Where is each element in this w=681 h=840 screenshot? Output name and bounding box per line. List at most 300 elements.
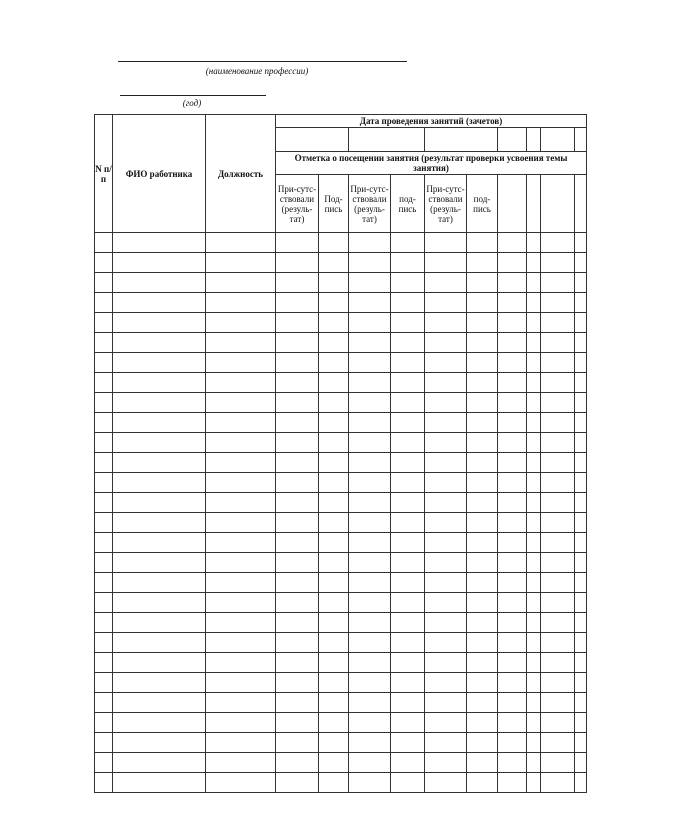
table-row — [95, 573, 587, 593]
table-cell — [319, 693, 349, 713]
table-cell — [541, 553, 575, 573]
table-cell — [276, 273, 319, 293]
table-cell — [95, 713, 113, 733]
table-cell — [95, 513, 113, 533]
col-number-header: N п/п — [95, 115, 113, 233]
table-row — [95, 333, 587, 353]
table-cell — [425, 773, 467, 793]
table-cell — [541, 253, 575, 273]
sub-header-empty — [498, 175, 527, 233]
table-cell — [276, 533, 319, 553]
table-row — [95, 753, 587, 773]
table-cell — [206, 413, 276, 433]
table-cell — [206, 313, 276, 333]
table-cell — [498, 333, 527, 353]
table-cell — [349, 573, 391, 593]
table-cell — [319, 553, 349, 573]
table-cell — [113, 473, 206, 493]
table-cell — [95, 533, 113, 553]
sub-header-attended: При-сутс-ствовали (резуль-тат) — [425, 175, 467, 233]
table-cell — [206, 273, 276, 293]
table-cell — [527, 433, 541, 453]
date-cell — [575, 128, 587, 152]
table-cell — [467, 253, 498, 273]
table-cell — [541, 433, 575, 453]
table-cell — [319, 593, 349, 613]
table-cell — [95, 733, 113, 753]
table-cell — [527, 613, 541, 633]
table-cell — [206, 433, 276, 453]
table-cell — [498, 713, 527, 733]
table-row — [95, 273, 587, 293]
table-row — [95, 433, 587, 453]
table-cell — [276, 433, 319, 453]
table-cell — [575, 433, 587, 453]
table-cell — [467, 573, 498, 593]
table-cell — [319, 333, 349, 353]
table-cell — [276, 313, 319, 333]
table-cell — [319, 573, 349, 593]
sub-header-signature: под-пись — [467, 175, 498, 233]
table-cell — [467, 333, 498, 353]
table-cell — [527, 713, 541, 733]
table-cell — [467, 353, 498, 373]
table-cell — [425, 693, 467, 713]
table-cell — [425, 613, 467, 633]
table-cell — [425, 253, 467, 273]
table-cell — [349, 333, 391, 353]
table-cell — [467, 233, 498, 253]
table-cell — [276, 773, 319, 793]
table-cell — [276, 733, 319, 753]
table-cell — [276, 513, 319, 533]
table-cell — [467, 633, 498, 653]
table-cell — [319, 453, 349, 473]
table-row — [95, 613, 587, 633]
table-cell — [349, 673, 391, 693]
table-cell — [349, 313, 391, 333]
table-cell — [95, 333, 113, 353]
table-cell — [95, 273, 113, 293]
table-cell — [206, 453, 276, 473]
table-cell — [349, 473, 391, 493]
table-cell — [113, 393, 206, 413]
table-cell — [391, 293, 425, 313]
table-cell — [467, 453, 498, 473]
table-cell — [95, 553, 113, 573]
table-cell — [498, 773, 527, 793]
table-cell — [349, 393, 391, 413]
table-cell — [391, 333, 425, 353]
table-cell — [319, 293, 349, 313]
table-cell — [319, 373, 349, 393]
table-cell — [391, 553, 425, 573]
year-underline — [120, 95, 266, 96]
table-cell — [276, 293, 319, 313]
table-cell — [467, 493, 498, 513]
table-cell — [527, 233, 541, 253]
table-cell — [575, 233, 587, 253]
table-cell — [113, 433, 206, 453]
table-cell — [467, 773, 498, 793]
table-cell — [541, 633, 575, 653]
date-header: Дата проведения занятий (зачетов) — [276, 115, 587, 128]
table-cell — [527, 273, 541, 293]
table-cell — [541, 393, 575, 413]
sub-header-empty — [575, 175, 587, 233]
table-cell — [498, 233, 527, 253]
table-cell — [391, 273, 425, 293]
sub-header-empty — [541, 175, 575, 233]
table-cell — [113, 293, 206, 313]
table-cell — [575, 753, 587, 773]
profession-underline — [118, 61, 407, 62]
table-cell — [425, 533, 467, 553]
table-cell — [527, 773, 541, 793]
table-row — [95, 353, 587, 373]
table-cell — [425, 233, 467, 253]
table-cell — [467, 733, 498, 753]
table-cell — [467, 373, 498, 393]
table-cell — [498, 653, 527, 673]
table-cell — [467, 313, 498, 333]
table-cell — [206, 533, 276, 553]
table-cell — [541, 493, 575, 513]
table-cell — [425, 353, 467, 373]
table-cell — [575, 533, 587, 553]
table-cell — [527, 673, 541, 693]
table-cell — [206, 233, 276, 253]
sub-header-empty — [527, 175, 541, 233]
table-cell — [575, 553, 587, 573]
table-cell — [95, 253, 113, 273]
table-cell — [527, 493, 541, 513]
table-cell — [276, 693, 319, 713]
table-cell — [498, 373, 527, 393]
table-cell — [206, 353, 276, 373]
table-cell — [498, 733, 527, 753]
table-cell — [95, 593, 113, 613]
table-cell — [498, 453, 527, 473]
table-cell — [467, 673, 498, 693]
table-cell — [527, 733, 541, 753]
table-cell — [498, 273, 527, 293]
col-name-header: ФИО работника — [113, 115, 206, 233]
table-cell — [319, 613, 349, 633]
table-cell — [349, 753, 391, 773]
table-cell — [349, 413, 391, 433]
table-cell — [575, 453, 587, 473]
table-cell — [467, 613, 498, 633]
table-cell — [319, 433, 349, 453]
table-cell — [575, 353, 587, 373]
table-cell — [319, 313, 349, 333]
table-cell — [541, 533, 575, 553]
table-row — [95, 673, 587, 693]
table-cell — [113, 353, 206, 373]
table-cell — [541, 693, 575, 713]
table-cell — [95, 393, 113, 413]
table-cell — [541, 273, 575, 293]
table-cell — [425, 413, 467, 433]
table-cell — [425, 393, 467, 413]
table-cell — [425, 753, 467, 773]
table-cell — [498, 633, 527, 653]
table-cell — [206, 493, 276, 513]
table-cell — [95, 753, 113, 773]
table-cell — [113, 733, 206, 753]
table-cell — [276, 413, 319, 433]
table-cell — [113, 273, 206, 293]
table-cell — [527, 353, 541, 373]
date-cell — [349, 128, 425, 152]
table-cell — [95, 433, 113, 453]
table-cell — [527, 653, 541, 673]
table-cell — [425, 553, 467, 573]
table-cell — [113, 553, 206, 573]
table-row — [95, 373, 587, 393]
table-cell — [276, 713, 319, 733]
table-cell — [391, 733, 425, 753]
table-cell — [391, 533, 425, 553]
table-row — [95, 513, 587, 533]
table-cell — [113, 413, 206, 433]
table-cell — [498, 413, 527, 433]
table-row — [95, 713, 587, 733]
table-cell — [467, 273, 498, 293]
table-cell — [276, 353, 319, 373]
table-cell — [575, 473, 587, 493]
table-cell — [575, 253, 587, 273]
table-cell — [541, 513, 575, 533]
table-cell — [206, 673, 276, 693]
table-cell — [349, 493, 391, 513]
table-row — [95, 533, 587, 553]
table-cell — [95, 653, 113, 673]
table-cell — [575, 713, 587, 733]
table-row — [95, 733, 587, 753]
table-cell — [425, 473, 467, 493]
table-cell — [349, 553, 391, 573]
table-cell — [498, 573, 527, 593]
table-cell — [425, 433, 467, 453]
table-cell — [319, 773, 349, 793]
table-row — [95, 693, 587, 713]
table-cell — [319, 493, 349, 513]
table-cell — [349, 653, 391, 673]
table-cell — [113, 713, 206, 733]
table-cell — [527, 373, 541, 393]
table-cell — [113, 773, 206, 793]
table-cell — [206, 293, 276, 313]
table-row — [95, 413, 587, 433]
table-cell — [425, 653, 467, 673]
table-cell — [391, 393, 425, 413]
table-cell — [498, 553, 527, 573]
table-cell — [467, 593, 498, 613]
table-cell — [575, 373, 587, 393]
table-row — [95, 293, 587, 313]
table-cell — [95, 613, 113, 633]
table-cell — [425, 513, 467, 533]
table-cell — [527, 333, 541, 353]
table-cell — [113, 673, 206, 693]
table-cell — [575, 613, 587, 633]
table-cell — [349, 633, 391, 653]
table-cell — [527, 753, 541, 773]
table-cell — [319, 713, 349, 733]
table-row — [95, 473, 587, 493]
table-cell — [349, 433, 391, 453]
table-cell — [113, 573, 206, 593]
table-cell — [391, 773, 425, 793]
table-cell — [276, 373, 319, 393]
table-cell — [206, 733, 276, 753]
table-cell — [541, 373, 575, 393]
table-cell — [349, 533, 391, 553]
table-cell — [349, 293, 391, 313]
table-cell — [391, 313, 425, 333]
table-cell — [541, 233, 575, 253]
table-cell — [206, 253, 276, 273]
table-cell — [575, 773, 587, 793]
table-cell — [527, 413, 541, 433]
table-row — [95, 493, 587, 513]
table-cell — [276, 593, 319, 613]
table-cell — [113, 313, 206, 333]
table-cell — [206, 713, 276, 733]
date-cell — [541, 128, 575, 152]
table-cell — [319, 753, 349, 773]
table-cell — [541, 713, 575, 733]
table-cell — [206, 513, 276, 533]
table-cell — [391, 373, 425, 393]
table-cell — [276, 393, 319, 413]
year-caption: (год) — [182, 98, 202, 108]
table-cell — [276, 613, 319, 633]
table-cell — [349, 593, 391, 613]
table-row — [95, 393, 587, 413]
table-cell — [467, 413, 498, 433]
table-cell — [276, 453, 319, 473]
table-cell — [95, 573, 113, 593]
table-cell — [541, 613, 575, 633]
table-cell — [113, 613, 206, 633]
table-cell — [425, 273, 467, 293]
table-cell — [206, 473, 276, 493]
table-cell — [319, 393, 349, 413]
table-row — [95, 253, 587, 273]
table-cell — [391, 513, 425, 533]
table-cell — [391, 473, 425, 493]
table-cell — [113, 533, 206, 553]
table-cell — [541, 293, 575, 313]
table-cell — [498, 473, 527, 493]
table-cell — [113, 233, 206, 253]
table-cell — [391, 753, 425, 773]
table-cell — [467, 693, 498, 713]
table-cell — [206, 393, 276, 413]
table-cell — [391, 593, 425, 613]
table-cell — [498, 253, 527, 273]
table-cell — [575, 593, 587, 613]
table-cell — [113, 593, 206, 613]
table-cell — [391, 653, 425, 673]
table-cell — [467, 653, 498, 673]
table-cell — [425, 633, 467, 653]
table-cell — [113, 253, 206, 273]
table-cell — [349, 773, 391, 793]
table-cell — [575, 633, 587, 653]
table-cell — [276, 473, 319, 493]
table-cell — [113, 653, 206, 673]
table-cell — [391, 453, 425, 473]
table-cell — [349, 373, 391, 393]
table-cell — [527, 513, 541, 533]
table-cell — [575, 333, 587, 353]
table-cell — [541, 313, 575, 333]
table-cell — [425, 333, 467, 353]
table-cell — [349, 693, 391, 713]
table-cell — [206, 773, 276, 793]
table-cell — [498, 693, 527, 713]
table-cell — [527, 593, 541, 613]
table-cell — [319, 653, 349, 673]
table-cell — [206, 653, 276, 673]
table-row — [95, 773, 587, 793]
table-cell — [319, 273, 349, 293]
table-cell — [541, 773, 575, 793]
date-cell — [498, 128, 527, 152]
table-cell — [391, 493, 425, 513]
table-cell — [425, 733, 467, 753]
table-cell — [467, 713, 498, 733]
table-cell — [575, 513, 587, 533]
table-cell — [527, 553, 541, 573]
table-cell — [349, 453, 391, 473]
table-cell — [575, 413, 587, 433]
table-cell — [276, 233, 319, 253]
date-cell — [276, 128, 349, 152]
table-cell — [575, 313, 587, 333]
table-cell — [541, 673, 575, 693]
sub-header-attended: При-сутс-ствовали (резуль-тат) — [276, 175, 319, 233]
table-cell — [575, 273, 587, 293]
table-row — [95, 653, 587, 673]
table-cell — [391, 413, 425, 433]
table-cell — [391, 613, 425, 633]
table-cell — [391, 633, 425, 653]
table-cell — [95, 473, 113, 493]
training-journal-table — [94, 114, 587, 793]
table-cell — [113, 753, 206, 773]
table-cell — [206, 693, 276, 713]
table-cell — [391, 673, 425, 693]
table-cell — [206, 633, 276, 653]
table-row — [95, 633, 587, 653]
table-cell — [527, 633, 541, 653]
table-cell — [349, 273, 391, 293]
table-cell — [498, 533, 527, 553]
table-cell — [498, 353, 527, 373]
table-cell — [319, 413, 349, 433]
table-cell — [467, 533, 498, 553]
table-cell — [498, 753, 527, 773]
table-cell — [498, 493, 527, 513]
table-cell — [498, 293, 527, 313]
table-cell — [349, 733, 391, 753]
table-cell — [467, 553, 498, 573]
